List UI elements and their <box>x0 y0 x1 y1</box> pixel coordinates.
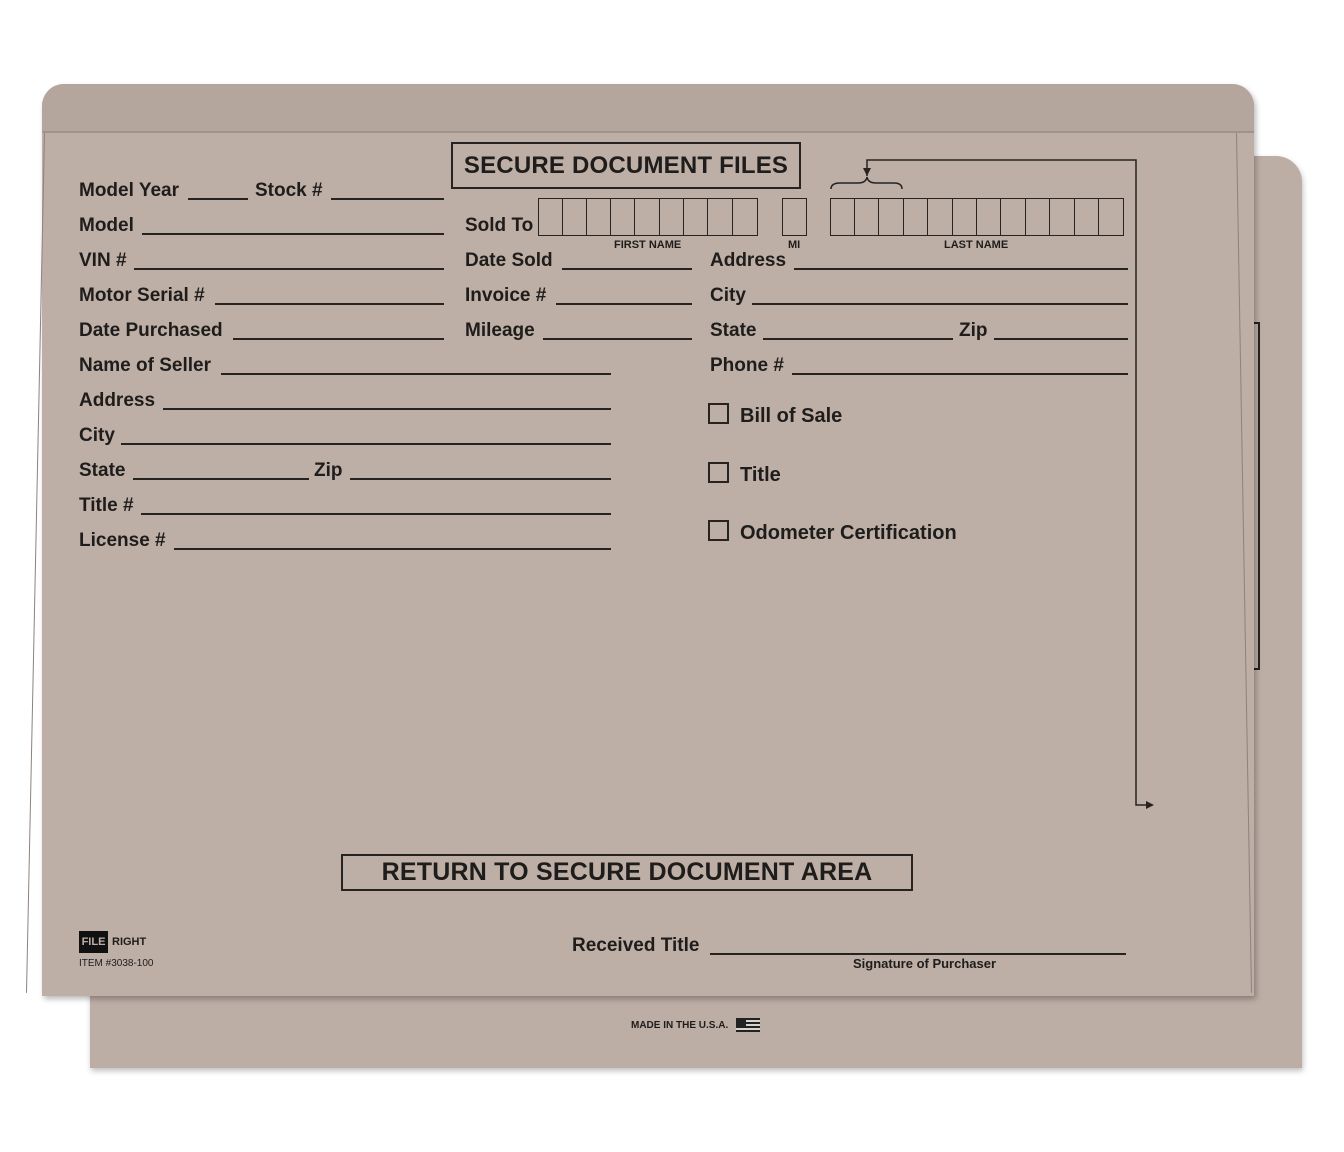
date-sold-field[interactable] <box>562 268 692 270</box>
seller-city-field[interactable] <box>121 443 611 445</box>
first-name-box[interactable] <box>707 198 733 236</box>
title-number-field[interactable] <box>141 513 611 515</box>
buyer-zip-label: Zip <box>959 320 988 341</box>
stock-label: Stock # <box>255 180 323 201</box>
buyer-state-field[interactable] <box>763 338 953 340</box>
first-name-box[interactable] <box>634 198 660 236</box>
brand-logo <box>79 931 158 953</box>
license-field[interactable] <box>174 548 611 550</box>
seller-zip-label: Zip <box>314 460 343 481</box>
bill-of-sale-label: Bill of Sale <box>740 405 843 427</box>
folder-top-band-edge <box>42 131 1254 133</box>
page-title: SECURE DOCUMENT FILES <box>451 142 801 189</box>
seller-state-field[interactable] <box>133 478 309 480</box>
connector-arrow-icon <box>820 150 1160 815</box>
brand-logo-file: FILE <box>79 931 108 953</box>
seller-name-label: Name of Seller <box>79 355 211 376</box>
vin-label: VIN # <box>79 250 127 271</box>
mileage-label: Mileage <box>465 320 535 341</box>
date-purchased-field[interactable] <box>233 338 444 340</box>
first-name-box[interactable] <box>586 198 611 236</box>
motor-serial-label: Motor Serial # <box>79 285 205 306</box>
odometer-checkbox[interactable] <box>708 520 729 541</box>
title-number-label: Title # <box>79 495 134 516</box>
made-in-usa: MADE IN THE U.S.A. <box>631 1020 729 1031</box>
model-year-label: Model Year <box>79 180 179 201</box>
first-name-box[interactable] <box>538 198 563 236</box>
title-check-label: Title <box>740 464 781 486</box>
buyer-phone-label: Phone # <box>710 355 784 376</box>
buyer-address-label: Address <box>710 250 787 271</box>
buyer-state-label: State <box>710 320 757 341</box>
first-name-box[interactable] <box>562 198 587 236</box>
buyer-city-label: City <box>710 285 746 306</box>
folder-top-band <box>42 84 1254 132</box>
model-year-field[interactable] <box>188 198 248 200</box>
first-name-box[interactable] <box>610 198 635 236</box>
date-purchased-label: Date Purchased <box>79 320 223 341</box>
title-checkbox[interactable] <box>708 462 729 483</box>
first-name-box[interactable] <box>683 198 708 236</box>
first-name-box[interactable] <box>659 198 684 236</box>
buyer-city-field[interactable] <box>752 303 1128 305</box>
brand-logo-right: RIGHT <box>112 936 147 948</box>
first-name-caption: FIRST NAME <box>614 239 682 251</box>
date-sold-label: Date Sold <box>465 250 553 271</box>
sold-to-label: Sold To <box>465 215 534 236</box>
purchaser-signature-field[interactable] <box>710 953 1126 955</box>
seller-address-field[interactable] <box>163 408 611 410</box>
buyer-address-field[interactable] <box>794 268 1128 270</box>
mileage-field[interactable] <box>543 338 692 340</box>
first-name-box[interactable] <box>732 198 758 236</box>
invoice-field[interactable] <box>556 303 692 305</box>
motor-serial-field[interactable] <box>215 303 444 305</box>
us-flag-icon <box>736 1018 760 1032</box>
odometer-label: Odometer Certification <box>740 522 957 544</box>
seller-state-label: State <box>79 460 126 481</box>
buyer-zip-field[interactable] <box>994 338 1128 340</box>
item-number: ITEM #3038-100 <box>79 958 154 969</box>
buyer-phone-field[interactable] <box>792 373 1128 375</box>
seller-name-field[interactable] <box>221 373 611 375</box>
bill-of-sale-checkbox[interactable] <box>708 403 729 424</box>
seller-city-label: City <box>79 425 115 446</box>
vin-field[interactable] <box>134 268 444 270</box>
return-notice: RETURN TO SECURE DOCUMENT AREA <box>341 854 913 891</box>
middle-initial-box[interactable] <box>782 198 807 236</box>
seller-zip-field[interactable] <box>350 478 611 480</box>
seller-address-label: Address <box>79 390 156 411</box>
invoice-label: Invoice # <box>465 285 547 306</box>
stock-field[interactable] <box>331 198 444 200</box>
model-label: Model <box>79 215 134 236</box>
license-label: License # <box>79 530 166 551</box>
middle-initial-caption: MI <box>788 239 801 251</box>
signature-caption: Signature of Purchaser <box>853 956 997 971</box>
model-field[interactable] <box>142 233 444 235</box>
received-title-label: Received Title <box>572 935 700 956</box>
last-name-caption: LAST NAME <box>944 239 1009 251</box>
